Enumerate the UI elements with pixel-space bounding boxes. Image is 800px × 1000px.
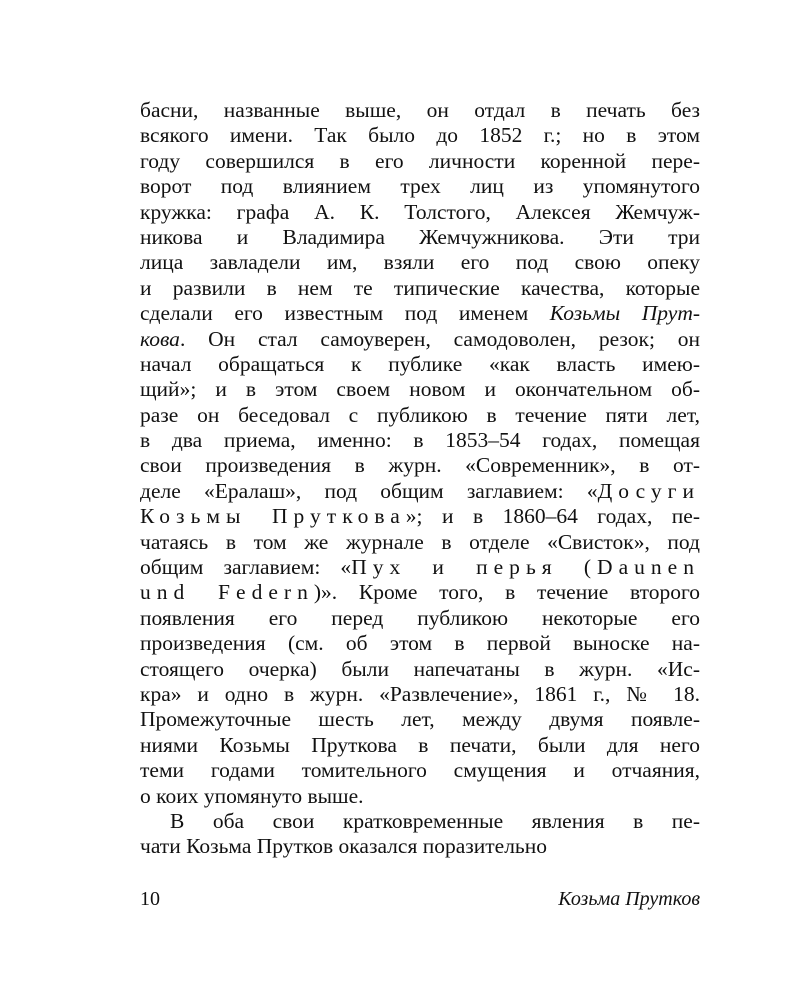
text-line <box>140 428 700 453</box>
text-run: о коих упомянуто выше. <box>140 783 364 808</box>
page-number: 10 <box>140 888 160 910</box>
text-run: щий»; и в этом своем новом и окончательном об- <box>140 377 700 402</box>
text-run: лица завладели им, взяли его под свою опеку <box>140 250 700 275</box>
text-run: и развили в нем те типические качества, которые <box>140 275 700 300</box>
text-run: басни, названные выше, он отдал в печать без <box>140 98 700 122</box>
text-run: сделали его известным под именем <box>140 301 550 326</box>
text-run: разе он беседовал с публикою в течение пяти лет, <box>140 402 700 427</box>
italic-text: Козьмы Прут- <box>549 301 700 326</box>
text-run: свои произведения в журн. «Современник», в от- <box>140 453 700 478</box>
text-run: всякого имени. Так было до 1852 г.; но в этом <box>140 123 700 148</box>
page-footer <box>140 884 700 914</box>
text-line <box>140 733 700 758</box>
text-run: произведения (см. об этом в первой выноске на- <box>140 631 700 656</box>
text-line <box>140 174 700 199</box>
text-line <box>140 809 700 834</box>
text-run: ниями Козьмы Пруткова в печати, были для него <box>140 732 700 757</box>
text-line <box>140 834 700 859</box>
text-run: ворот под влиянием трех лиц из упомянутого <box>140 174 700 199</box>
spaced-text: und Federn <box>140 580 314 605</box>
text-line <box>140 403 700 428</box>
text-line <box>140 200 700 225</box>
text-run: общим заглавием: « <box>140 555 352 580</box>
text-line <box>140 479 700 504</box>
text-run: »; и в 1860–64 годах, пе- <box>405 504 700 529</box>
spaced-text: Козьмы Пруткова <box>140 504 406 529</box>
running-title: Козьма Прутков <box>558 888 700 910</box>
text-line <box>140 453 700 478</box>
text-line <box>140 352 700 377</box>
text-run: появления его перед публикою некоторые его <box>140 605 700 630</box>
text-line <box>140 377 700 402</box>
text-run: году совершился в его личности коренной пере- <box>140 148 700 173</box>
text-line <box>140 98 700 123</box>
text-line <box>140 504 700 529</box>
spaced-text: Пух и перья (Daunen <box>351 555 700 580</box>
text-line <box>140 606 700 631</box>
text-line <box>140 250 700 275</box>
text-run: Промежуточные шесть лет, между двумя появле- <box>140 707 700 732</box>
text-line <box>140 327 700 352</box>
text-line <box>140 657 700 682</box>
text-run: деле «Ералаш», под общим заглавием: « <box>140 478 598 503</box>
text-line <box>140 707 700 732</box>
text-run: чатаясь в том же журнале в отделе «Свисток», под <box>140 529 700 554</box>
text-run: теми годами томительного смущения и отчаяния, <box>140 758 700 783</box>
text-line <box>140 784 700 809</box>
text-run: кружка: графа А. К. Толстого, Алексея Жемчуж- <box>140 199 700 224</box>
text-line <box>140 149 700 174</box>
text-run: никова и Владимира Жемчужникова. Эти три <box>140 224 700 249</box>
text-line <box>140 580 700 605</box>
text-run: в два приема, именно: в 1853–54 годах, помещая <box>140 428 700 453</box>
text-run: В оба свои кратковременные явления в пе- <box>170 808 700 833</box>
text-line <box>140 530 700 555</box>
text-line <box>140 276 700 301</box>
text-run: чати Козьма Прутков оказался поразительно <box>140 834 547 859</box>
italic-text: кова <box>140 326 180 351</box>
text-line <box>140 758 700 783</box>
text-line <box>140 123 700 148</box>
text-run: кра» и одно в журн. «Развлечение», 1861 г., № 18. <box>140 681 700 706</box>
text-line <box>140 631 700 656</box>
text-line <box>140 225 700 250</box>
text-line <box>140 301 700 326</box>
text-run: начал обращаться к публике «как власть имею- <box>140 351 700 376</box>
text-run: )». Кроме того, в течение второго <box>313 580 700 605</box>
spaced-text: Досуги <box>597 478 700 503</box>
text-run: стоящего очерка) были напечатаны в журн. «Ис- <box>140 656 700 681</box>
text-line <box>140 682 700 707</box>
body-text <box>140 98 700 860</box>
text-run: . Он стал самоуверен, самодоволен, резок; он <box>179 326 700 351</box>
text-line <box>140 555 700 580</box>
